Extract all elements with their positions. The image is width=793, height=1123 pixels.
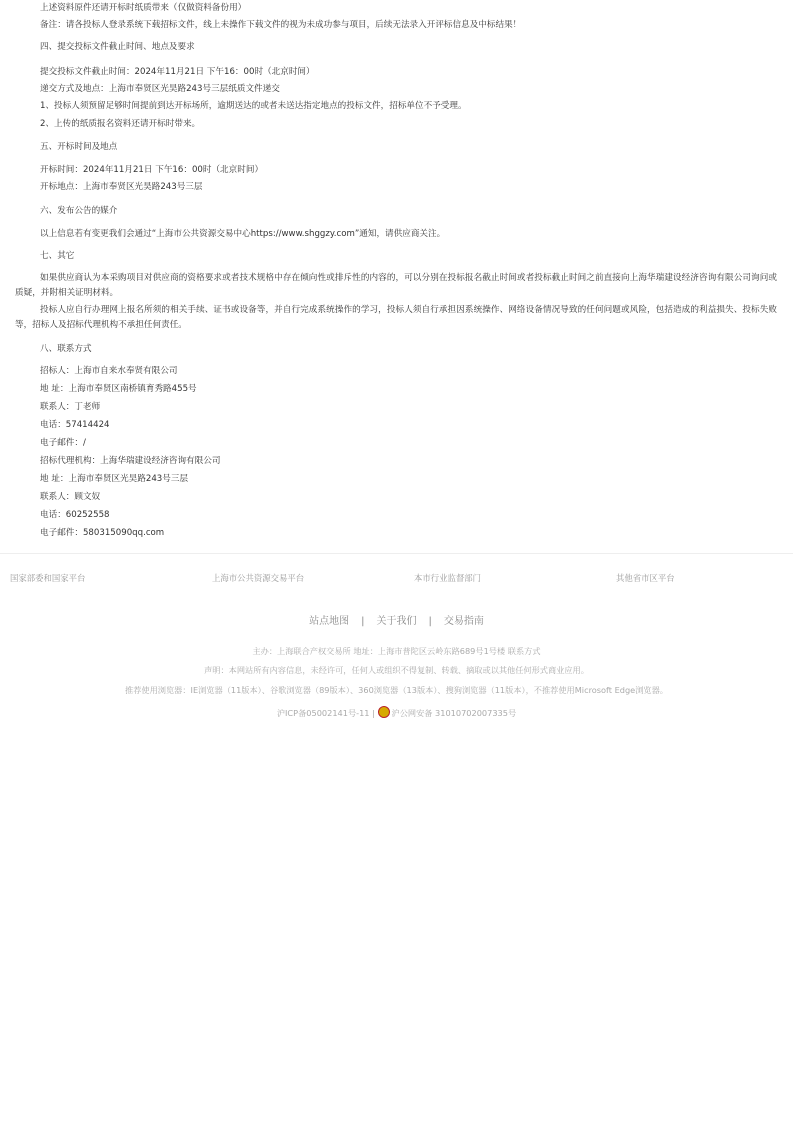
contact-line: 联系人：丁老师	[40, 402, 101, 412]
guide-link[interactable]: 交易指南	[443, 616, 484, 627]
contact-line: 电子邮件：/	[40, 438, 86, 448]
doc-line: 备注：请各投标人登录系统下载招标文件，线上未操作下载文件的视为未成功参与项目，后续无法录入开评标信息及中标结果！	[40, 20, 522, 30]
host-info: 主办：上海联合产权交易所 地址：上海市普陀区云岭东路689号1号楼 联系方式	[252, 646, 541, 656]
section-heading: 六、发布公告的媒介	[40, 206, 118, 216]
sitemap-link[interactable]: 站点地图	[309, 616, 350, 627]
contact-line: 招标人：上海市自来水奉贤有限公司	[40, 366, 178, 376]
contact-line: 联系人：顾文奴	[40, 492, 101, 502]
doc-line: 以上信息若有变更我们会通过“上海市公共资源交易中心https://www.shggzy.com”通知，请供应商关注。	[40, 229, 446, 239]
footer-link-other-provinces[interactable]: 其他省市区平台	[616, 573, 675, 583]
doc-line: 2、上传的纸质报名资料还请开标时带来。	[40, 119, 201, 129]
footer-link-national[interactable]: 国家部委和国家平台	[10, 573, 86, 583]
contact-line: 地 址：上海市奉贤区光昊路243号三层	[40, 474, 189, 484]
contact-line: 电子邮件：580315090qq.com	[40, 528, 165, 538]
nav-separator: |	[428, 616, 432, 627]
doc-line: 递交方式及地点：上海市奉贤区光昊路243号三层纸质文件递交	[40, 84, 280, 94]
section-heading: 五、开标时间及地点	[40, 142, 118, 152]
contact-line: 电话：60252558	[40, 510, 110, 520]
contact-line: 招标代理机构：上海华瑞建设经济咨询有限公司	[40, 456, 221, 466]
doc-line: 上述资料原件还请开标时纸质带来（仅做资料备份用）	[40, 3, 247, 13]
contact-line: 电话：57414424	[40, 420, 110, 430]
police-badge-icon	[378, 706, 390, 718]
doc-line: 开标地点：上海市奉贤区光昊路243号三层	[40, 182, 203, 192]
footer-nav	[0, 612, 793, 627]
nav-separator: |	[361, 616, 365, 627]
doc-line: 开标时间：2024年11月21日 下午16：00时（北京时间）	[40, 165, 264, 175]
footer-link-shanghai[interactable]: 上海市公共资源交易平台	[212, 573, 305, 583]
copyright-notice: 声明：本网站所有内容信息，未经许可，任何人或组织不得复制、转载、摘取或以其他任何形式商业应用。	[204, 665, 589, 675]
doc-line: 提交投标文件截止时间：2024年11月21日 下午16：00时（北京时间）	[40, 67, 315, 77]
footer-divider	[0, 553, 793, 554]
section-heading: 四、提交投标文件截止时间、地点及要求	[40, 42, 195, 52]
about-link[interactable]: 关于我们	[376, 616, 417, 627]
separator: |	[372, 708, 378, 718]
icp-record[interactable]: 沪ICP备05002141号-11	[276, 708, 370, 718]
browser-recommendation: 推荐使用浏览器：IE浏览器（11版本）、谷歌浏览器（89版本）、360浏览器（13版本）、搜狗浏览器（11版本），不推荐使用Microsoft Edge浏览器。	[125, 685, 668, 695]
section-heading: 八、联系方式	[40, 344, 92, 354]
police-record[interactable]: 沪公网安备 31010702007335号	[391, 708, 517, 718]
registration-info	[0, 706, 793, 719]
footer-link-regulators[interactable]: 本市行业监督部门	[414, 573, 481, 583]
doc-line: 1、投标人须预留足够时间提前到达开标场所，逾期送达的或者未送达指定地点的投标文件，招标单位不予受理。	[40, 101, 467, 111]
doc-paragraph: 投标人应自行办理网上报名所须的相关手续、证书或设备等，并自行完成系统操作的学习，投标人须自行承担因系统操作、网络设备情况导致的任何问题或风险，包括造成的利益损失、投标失败等，招标人及招标代理机构不承担任何责任。	[15, 305, 777, 330]
contact-line: 地 址：上海市奉贤区南桥镇育秀路455号	[40, 384, 197, 394]
doc-paragraph: 如果供应商认为本采购项目对供应商的资格要求或者技术规格中存在倾向性或排斥性的内容的，可以分别在投标报名截止时间或者投标截止时间之前直接向上海华瑞建设经济咨询有限公司询问或质疑，并附相关证明材料。	[15, 273, 777, 298]
section-heading: 七、其它	[40, 251, 75, 261]
